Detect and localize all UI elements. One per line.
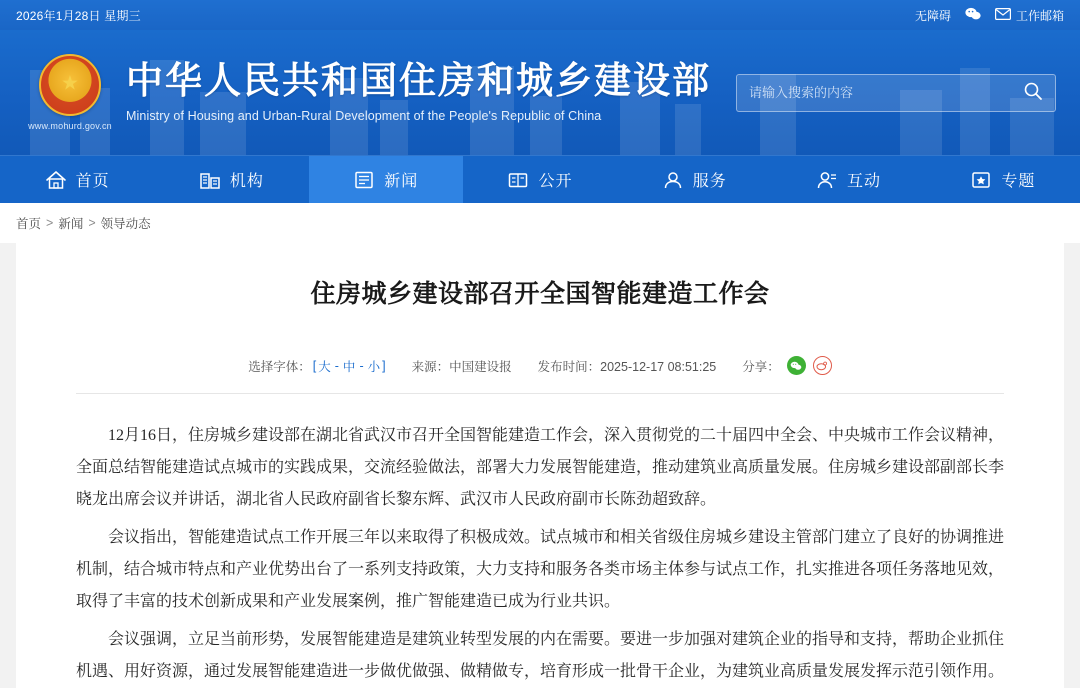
search-box[interactable] [736, 74, 1056, 112]
page-content-area [0, 243, 1080, 688]
publish-value: 2025-12-17 08:51:25 [600, 359, 717, 374]
nav-item-service[interactable] [617, 156, 771, 203]
current-date: 2026年1月28日 星期三 [16, 8, 141, 23]
fontsize-bracket-open: [ [312, 358, 317, 373]
page-title: 住房城乡建设部召开全国智能建造工作会 [310, 281, 770, 308]
nav-label-home: 首页 [75, 173, 110, 190]
nav-label-organization: 机构 [229, 173, 264, 190]
article-paragraph: 12月16日，住房城乡建设部在湖北省武汉市召开全国智能建造工作会，深入贯彻党的二十届四中全会、中央城市工作会议精神，全面总结智能建造试点城市的实践成果，交流经验做法，部署大力发展智能建造，推动建筑业高质量发展。住房城乡建设部副部长李晓龙出席会议并讲话，湖北省人民政府副省长黎东辉、武汉市人民政府副市长陈劲超致辞。 [76, 427, 1005, 508]
nav-label-news: 新闻 [384, 173, 419, 190]
site-title-en: Ministry of Housing and Urban-Rural Development of the People's Republic of China [126, 109, 602, 124]
home-icon [45, 170, 67, 190]
open-info-icon [507, 170, 529, 190]
fontsize-small-button[interactable]: 小 [367, 359, 381, 374]
wechat-icon [965, 7, 981, 23]
nav-item-interaction[interactable] [771, 156, 925, 203]
breadcrumb-item-home[interactable]: 首页 [16, 217, 42, 231]
wechat-link[interactable] [965, 7, 981, 23]
service-icon [662, 170, 684, 190]
nav-label-service: 服务 [692, 173, 727, 190]
site-titles [126, 62, 711, 124]
search-button[interactable] [1023, 81, 1043, 104]
site-masthead [0, 30, 1080, 155]
nav-item-open-info[interactable] [463, 156, 617, 203]
work-mail-link[interactable] [995, 7, 1064, 24]
nav-item-home[interactable] [0, 156, 154, 203]
fontsize-separator: - [359, 358, 364, 373]
breadcrumb [0, 203, 1080, 243]
accessibility-link[interactable] [915, 7, 951, 24]
nav-label-interaction: 互动 [847, 173, 882, 190]
nav-label-open-info: 公开 [538, 173, 573, 190]
fontsize-large-button[interactable]: 大 [318, 359, 331, 374]
article-meta [76, 356, 1004, 394]
weibo-share-icon[interactable] [813, 356, 832, 375]
source-label: 来源： [411, 359, 450, 374]
organization-icon [199, 170, 221, 190]
work-mail-label: 工作邮箱 [1015, 8, 1064, 23]
article-body [76, 420, 1004, 688]
share-label: 分享： [742, 359, 780, 374]
breadcrumb-separator: > [46, 216, 54, 230]
site-title-cn: 中华人民共和国住房和城乡建设部 [126, 60, 711, 102]
article-paragraph: 会议指出，智能建造试点工作开展三年以来取得了积极成效。试点城市和相关省级住房城乡建设主管部门建立了良好的协调推进机制，结合城市特点和产业优势出台了一系列支持政策，大力支持和服务各类市场主体参与试点工作，扎实推进各项任务落地见效，取得了丰富的技术创新成果和产业发展案例，推广智能建造已成为行业共识。 [76, 529, 1005, 610]
article-source [412, 357, 512, 375]
article-card [16, 243, 1064, 688]
wechat-share-icon[interactable] [787, 356, 806, 375]
article-paragraph: 会议强调，立足当前形势，发展智能建造是建筑业转型发展的内在需要。要进一步加强对建筑企业的指导和支持，帮助企业抓住机遇、用好资源，通过发展智能建造进一步做优做强、做精做专，培育形成一批骨干企业，为建筑业高质量发展发挥示范引领作用。 [76, 631, 1005, 680]
breadcrumb-separator: > [88, 216, 96, 230]
fontsize-label: 选择字体： [248, 359, 311, 374]
accessibility-label: 无障碍 [914, 8, 951, 23]
main-navigation [0, 155, 1080, 203]
interaction-icon [816, 170, 838, 190]
nav-item-topic[interactable] [926, 156, 1080, 203]
mail-icon [995, 8, 1011, 22]
site-url: www.mohurd.gov.cn [28, 121, 112, 131]
share-group [742, 356, 832, 375]
publish-label: 发布时间： [537, 359, 601, 374]
nav-item-news[interactable] [309, 156, 463, 203]
source-value: 中国建设报 [449, 359, 512, 374]
fontsize-separator: - [334, 358, 339, 373]
breadcrumb-item-leader-news[interactable]: 领导动态 [100, 217, 151, 231]
nav-item-organization[interactable] [154, 156, 308, 203]
fontsize-medium-button[interactable]: 中 [342, 359, 356, 374]
masthead-content [0, 30, 1080, 155]
top-utility-links [915, 7, 1064, 24]
nav-label-topic: 专题 [1001, 173, 1036, 190]
breadcrumb-item-news[interactable]: 新闻 [58, 217, 84, 231]
news-icon [353, 170, 375, 190]
fontsize-bracket-close: ] [382, 358, 386, 373]
topic-icon [970, 170, 992, 190]
search-input[interactable] [749, 85, 1023, 100]
emblem-block [24, 54, 116, 131]
national-emblem-icon [39, 54, 101, 116]
search-icon [1023, 81, 1043, 104]
article-publish-time [538, 357, 717, 375]
fontsize-selector [248, 357, 385, 375]
top-utility-bar [0, 0, 1080, 30]
